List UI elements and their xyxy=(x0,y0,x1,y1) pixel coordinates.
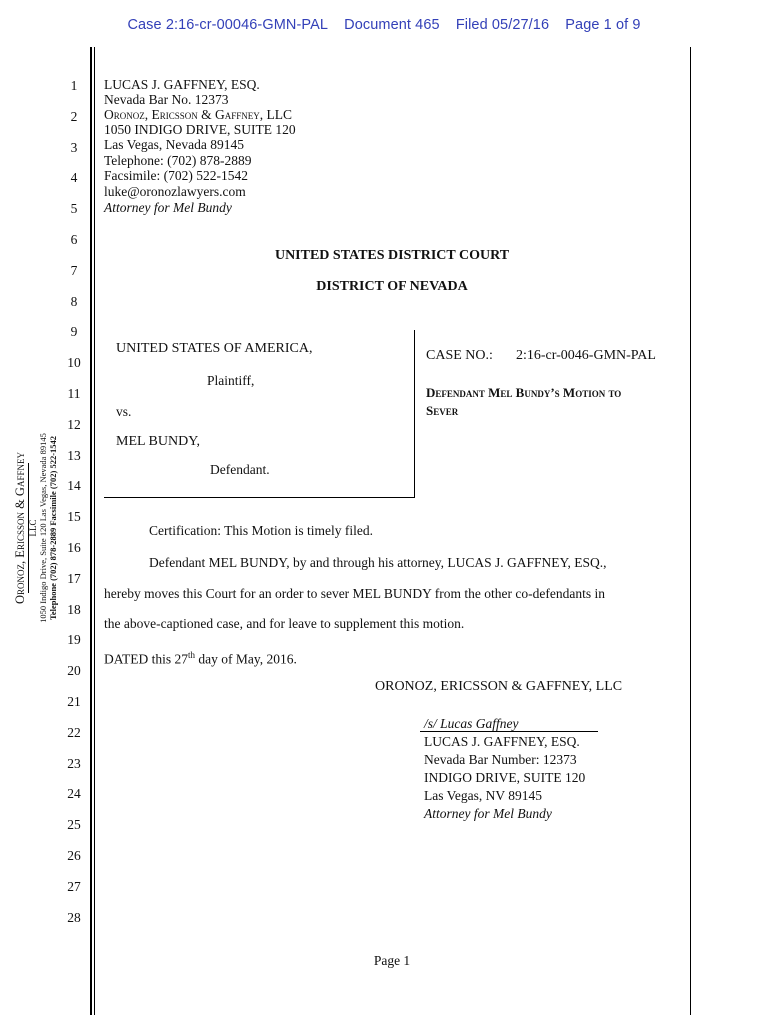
line-number: 13 xyxy=(67,447,81,463)
motion-paragraph-line-3: the above-captioned case, and for leave to supplement this motion. xyxy=(104,616,465,631)
caption-bottom-rule xyxy=(104,497,415,498)
right-margin-rule xyxy=(690,47,691,1015)
line-number: 6 xyxy=(70,232,78,247)
header-page: Page 1 of 9 xyxy=(565,17,641,33)
left-margin-rule-outer xyxy=(90,47,92,1015)
attorney-bar-number: Nevada Bar No. 12373 xyxy=(104,92,229,107)
attorney-email: luke@oronozlawyers.com xyxy=(104,184,246,199)
line-number: 18 xyxy=(67,601,81,617)
attorney-firm: Oronoz, Ericsson & Gaffney, LLC xyxy=(104,107,293,122)
signature-role: Attorney for Mel Bundy xyxy=(424,806,552,821)
line-number: 4 xyxy=(70,170,78,186)
line-number: 2 xyxy=(70,108,78,124)
line-number: 25 xyxy=(67,817,81,833)
line-number: 22 xyxy=(67,724,81,740)
sidebar-llc: LLC xyxy=(28,463,38,593)
line-number: 3 xyxy=(70,139,78,155)
sidebar-address: 1050 Indigo Drive, Suite 120 Las Vegas, Nevada 89145 xyxy=(38,433,48,623)
signature-underline xyxy=(420,731,598,732)
line-number: 1 xyxy=(70,78,78,93)
case-number: 2:16-cr-0046-GMN-PAL xyxy=(516,348,656,363)
header-document: Document 465 xyxy=(344,17,440,33)
line-number: 21 xyxy=(67,694,81,709)
attorney-name: LUCAS J. GAFFNEY, ESQ. xyxy=(104,77,260,92)
line-number: 24 xyxy=(67,786,81,802)
motion-title-line-1: Defendant Mel Bundy’s Motion to xyxy=(426,385,622,400)
plaintiff-label: Plaintiff, xyxy=(207,373,255,388)
header-filed: Filed 05/27/16 xyxy=(455,17,550,33)
dated-prefix: DATED this 27 xyxy=(104,651,188,667)
line-number: 16 xyxy=(67,540,81,555)
line-number: 11 xyxy=(67,386,81,401)
versus: vs. xyxy=(116,404,132,419)
signature-line: /s/ Lucas Gaffney xyxy=(424,716,519,731)
line-number: 26 xyxy=(67,848,81,863)
signature-address-2: Las Vegas, NV 89145 xyxy=(424,788,542,803)
dated-suffix: day of May, 2016. xyxy=(195,651,297,667)
line-number: 14 xyxy=(67,478,81,494)
attorney-facsimile: Facsimile: (702) 522-1542 xyxy=(104,168,248,183)
line-number: 10 xyxy=(67,355,81,371)
line-number: 19 xyxy=(67,632,81,648)
attorney-telephone: Telephone: (702) 878-2889 xyxy=(104,153,252,168)
signature-firm: ORONOZ, ERICSSON & GAFFNEY, LLC xyxy=(375,679,623,694)
line-number: 15 xyxy=(67,509,81,525)
motion-paragraph-line-1: Defendant MEL BUNDY, by and through his attorney, LUCAS J. GAFFNEY, ESQ., xyxy=(149,555,607,570)
defendant-name: MEL BUNDY, xyxy=(116,434,201,449)
certification: Certification: This Motion is timely filed. xyxy=(149,523,373,538)
signature-bar-number: Nevada Bar Number: 12373 xyxy=(424,752,577,767)
motion-title-line-2: Sever xyxy=(426,403,459,418)
attorney-address-1: 1050 INDIGO DRIVE, SUITE 120 xyxy=(104,122,296,137)
signature-name: LUCAS J. GAFFNEY, ESQ. xyxy=(424,734,580,749)
footer-page-number: Page 1 xyxy=(373,953,411,968)
dated-ordinal: th xyxy=(188,650,196,660)
line-number: 23 xyxy=(67,755,81,771)
attorney-address-2: Las Vegas, Nevada 89145 xyxy=(104,137,244,152)
line-number: 8 xyxy=(70,293,78,309)
motion-paragraph-line-2: hereby moves this Court for an order to sever MEL BUNDY from the other co-defendants in xyxy=(104,586,605,601)
court-title: UNITED STATES DISTRICT COURT xyxy=(274,248,510,263)
line-number: 12 xyxy=(67,416,81,432)
sidebar-firm-name: Oronoz, Ericsson & Gaffney xyxy=(13,452,27,604)
line-number: 20 xyxy=(67,663,81,679)
line-number: 17 xyxy=(67,570,81,586)
sidebar-phone: Telephone (702) 878-2889 Facsimile (702) 522-1542 xyxy=(48,435,58,621)
dated-line xyxy=(104,648,297,667)
header-case-number: Case 2:16-cr-00046-GMN-PAL xyxy=(127,17,329,33)
caption-divider xyxy=(414,330,415,498)
line-number: 7 xyxy=(70,262,78,278)
left-margin-rule-inner xyxy=(94,47,95,1015)
line-number: 9 xyxy=(70,324,78,340)
case-number-label: CASE NO.: xyxy=(426,348,493,363)
defendant-label: Defendant. xyxy=(210,462,270,477)
plaintiff-name: UNITED STATES OF AMERICA, xyxy=(116,341,313,356)
attorney-role: Attorney for Mel Bundy xyxy=(104,200,232,215)
ecf-header xyxy=(0,17,768,33)
court-district: DISTRICT OF NEVADA xyxy=(316,279,468,294)
signature-address-1: INDIGO DRIVE, SUITE 120 xyxy=(424,770,586,785)
line-number: 5 xyxy=(70,201,78,217)
line-number: 27 xyxy=(67,878,81,894)
line-number: 28 xyxy=(67,909,81,925)
